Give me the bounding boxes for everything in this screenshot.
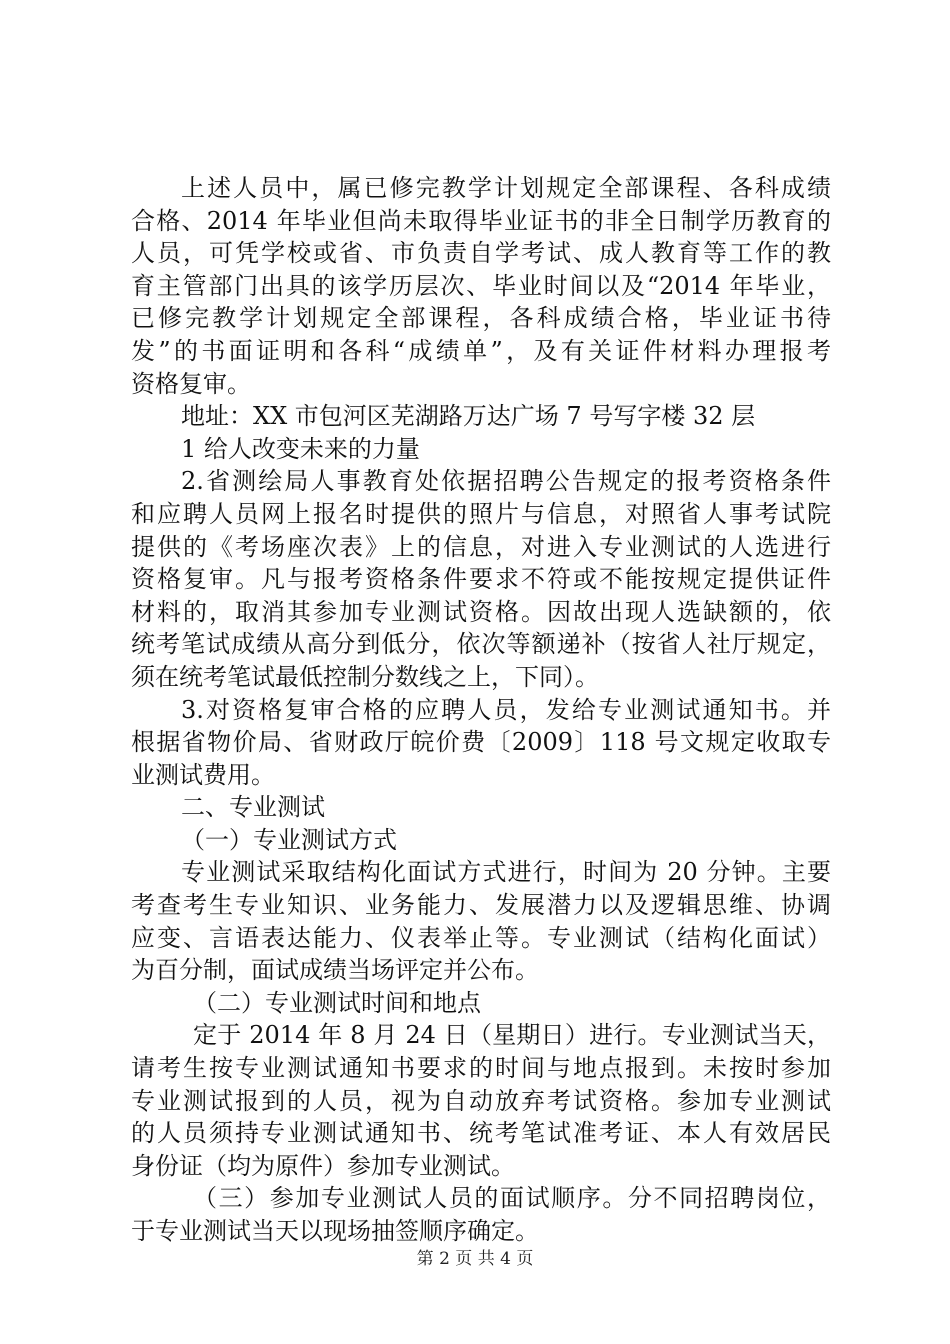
text-line: 专业测试报到的人员，视为自动放弃考试资格。参加专业测试 — [131, 1086, 831, 1115]
text-line: 考查考生专业知识、业务能力、发展潜力以及逻辑思维、协调 — [131, 891, 831, 920]
text-line: 统考笔试成绩从高分到低分，依次等额递补（按省人社厅规定， — [131, 630, 831, 659]
subsection-heading: （二）专业测试时间和地点 — [193, 988, 481, 1017]
page-number-label: 第 2 页 共 4 页 — [416, 1249, 534, 1269]
text-line: 定于 2014 年 8 月 24 日（星期日）进行。专业测试当天， — [193, 1021, 831, 1050]
text-line: 和应聘人员网上报名时提供的照片与信息，对照省人事考试院 — [131, 499, 831, 528]
page-footer — [0, 1244, 950, 1269]
text-line: 业测试费用。 — [131, 760, 275, 789]
text-line: 资格复审。 — [131, 369, 251, 398]
text-line: 合格、2014 年毕业但尚未取得毕业证书的非全日制学历教育的 — [131, 206, 831, 235]
text-line: 提供的《考场座次表》上的信息，对进入专业测试的人选进行 — [131, 532, 831, 561]
text-line: 根据省物价局、省财政厅皖价费〔2009〕118 号文规定收取专 — [131, 728, 831, 757]
address-line: 地址：XX 市包河区芜湖路万达广场 7 号写字楼 32 层 — [181, 402, 756, 431]
subsection-heading: （一）专业测试方式 — [181, 825, 397, 854]
section-heading: 二、专业测试 — [181, 793, 325, 822]
text-line: 已修完教学计划规定全部课程，各科成绩合格，毕业证书待 — [131, 304, 831, 333]
text-line: 资格复审。凡与报考资格条件要求不符或不能按规定提供证件 — [131, 565, 831, 594]
text-line: 2.省测绘局人事教育处依据招聘公告规定的报考资格条件 — [181, 467, 831, 496]
text-line: 上述人员中，属已修完教学计划规定全部课程、各科成绩 — [181, 174, 831, 202]
text-line: 请考生按专业测试通知书要求的时间与地点报到。未按时参加 — [131, 1054, 831, 1083]
text-line: 材料的，取消其参加专业测试资格。因故出现人选缺额的，依 — [131, 597, 831, 626]
text-line: 发”的书面证明和各科“成绩单”，及有关证件材料办理报考 — [131, 336, 831, 365]
text-line: 人员，可凭学校或省、市负责自学考试、成人教育等工作的教 — [131, 239, 831, 268]
slogan-line: 1 给人改变未来的力量 — [181, 434, 420, 463]
text-line: 于专业测试当天以现场抽签顺序确定。 — [131, 1217, 539, 1245]
document-body — [131, 172, 831, 1248]
text-line: 的人员须持专业测试通知书、统考笔试准考证、本人有效居民 — [131, 1119, 831, 1148]
text-line: 须在统考笔试最低控制分数线之上，下同）。 — [131, 662, 599, 691]
text-line: 3.对资格复审合格的应聘人员，发给专业测试通知书。并 — [181, 695, 831, 724]
text-line: 专业测试采取结构化面试方式进行，时间为 20 分钟。主要 — [181, 858, 831, 887]
text-line: 为百分制，面试成绩当场评定并公布。 — [131, 956, 539, 985]
text-line: （三）参加专业测试人员的面试顺序。分不同招聘岗位， — [193, 1184, 831, 1213]
text-line: 育主管部门出具的该学历层次、毕业时间以及“2014 年毕业， — [131, 271, 831, 300]
text-line: 身份证（均为原件）参加专业测试。 — [131, 1151, 515, 1180]
text-line: 应变、言语表达能力、仪表举止等。专业测试（结构化面试） — [131, 923, 831, 952]
